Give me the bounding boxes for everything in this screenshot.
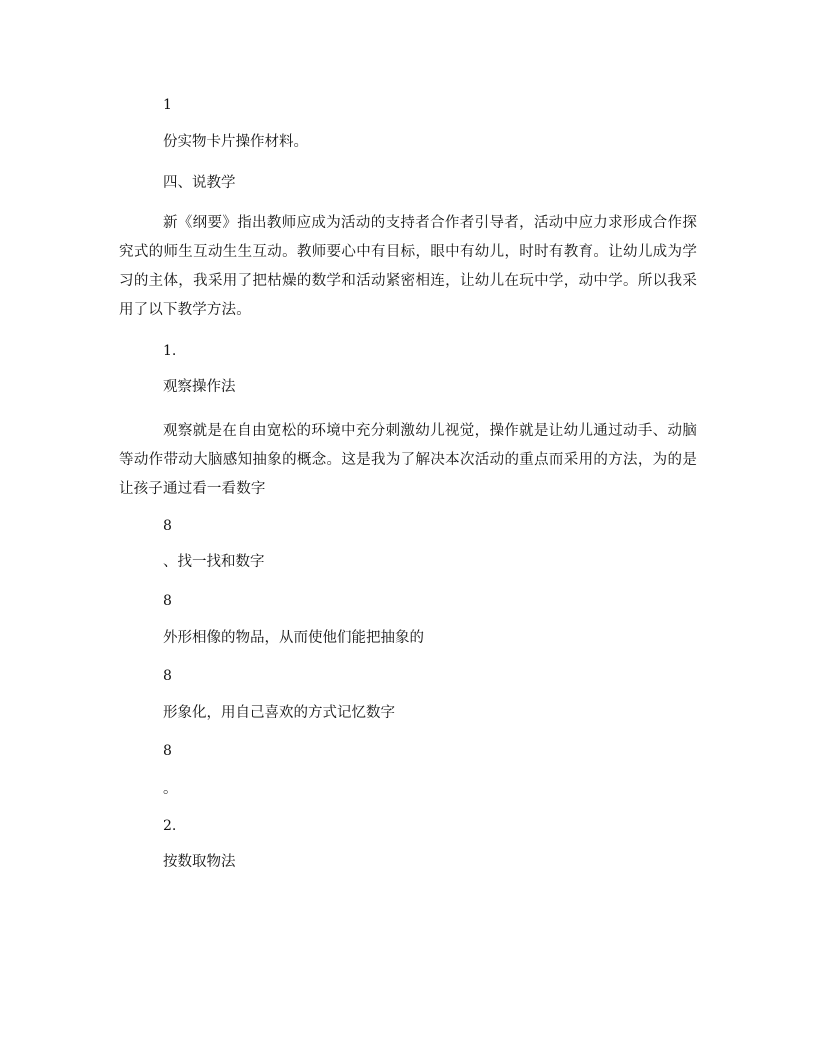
digit-8-second: 8 <box>163 593 172 609</box>
section-heading-teaching: 四、说教学 <box>163 175 236 191</box>
digit-8-first: 8 <box>163 518 172 534</box>
paragraph-guidelines: 新《纲要》指出教师应成为活动的支持者合作者引导者，活动中应力求形成合作探究式的师生互动生生互动。教师要心中有目标，眼中有幼儿，时时有教育。让幼儿成为学习的主体，我采用了把枯燥的数学和活动紧密相连，让幼儿在玩中学，动中学。所以我采用了以下教学方法。 <box>119 215 697 318</box>
digit-8-third: 8 <box>163 668 172 684</box>
list-number-2: 2. <box>163 818 177 834</box>
text-line-materials: 份实物卡片操作材料。 <box>163 134 308 150</box>
paragraph-observation: 观察就是在自由宽松的环境中充分刺激幼儿视觉，操作就是让幼儿通过动手、动脑等动作带动大脑感知抽象的概念。这是我为了解决本次活动的重点而采用的方法，为的是让孩子通过看一看数字 <box>119 423 697 497</box>
method-heading-observation: 观察操作法 <box>163 379 236 395</box>
text-line-find: 、找一找和数字 <box>163 554 265 570</box>
text-line-shape-items: 外形相像的物品，从而使他们能把抽象的 <box>163 630 424 646</box>
text-line-number-1: 1 <box>163 97 172 113</box>
digit-8-fourth: 8 <box>163 743 172 759</box>
method-heading-count-take: 按数取物法 <box>163 854 236 870</box>
list-number-1: 1. <box>163 343 177 359</box>
text-line-memorize: 形象化，用自己喜欢的方式记忆数字 <box>163 705 395 721</box>
text-line-period: 。 <box>163 781 178 797</box>
